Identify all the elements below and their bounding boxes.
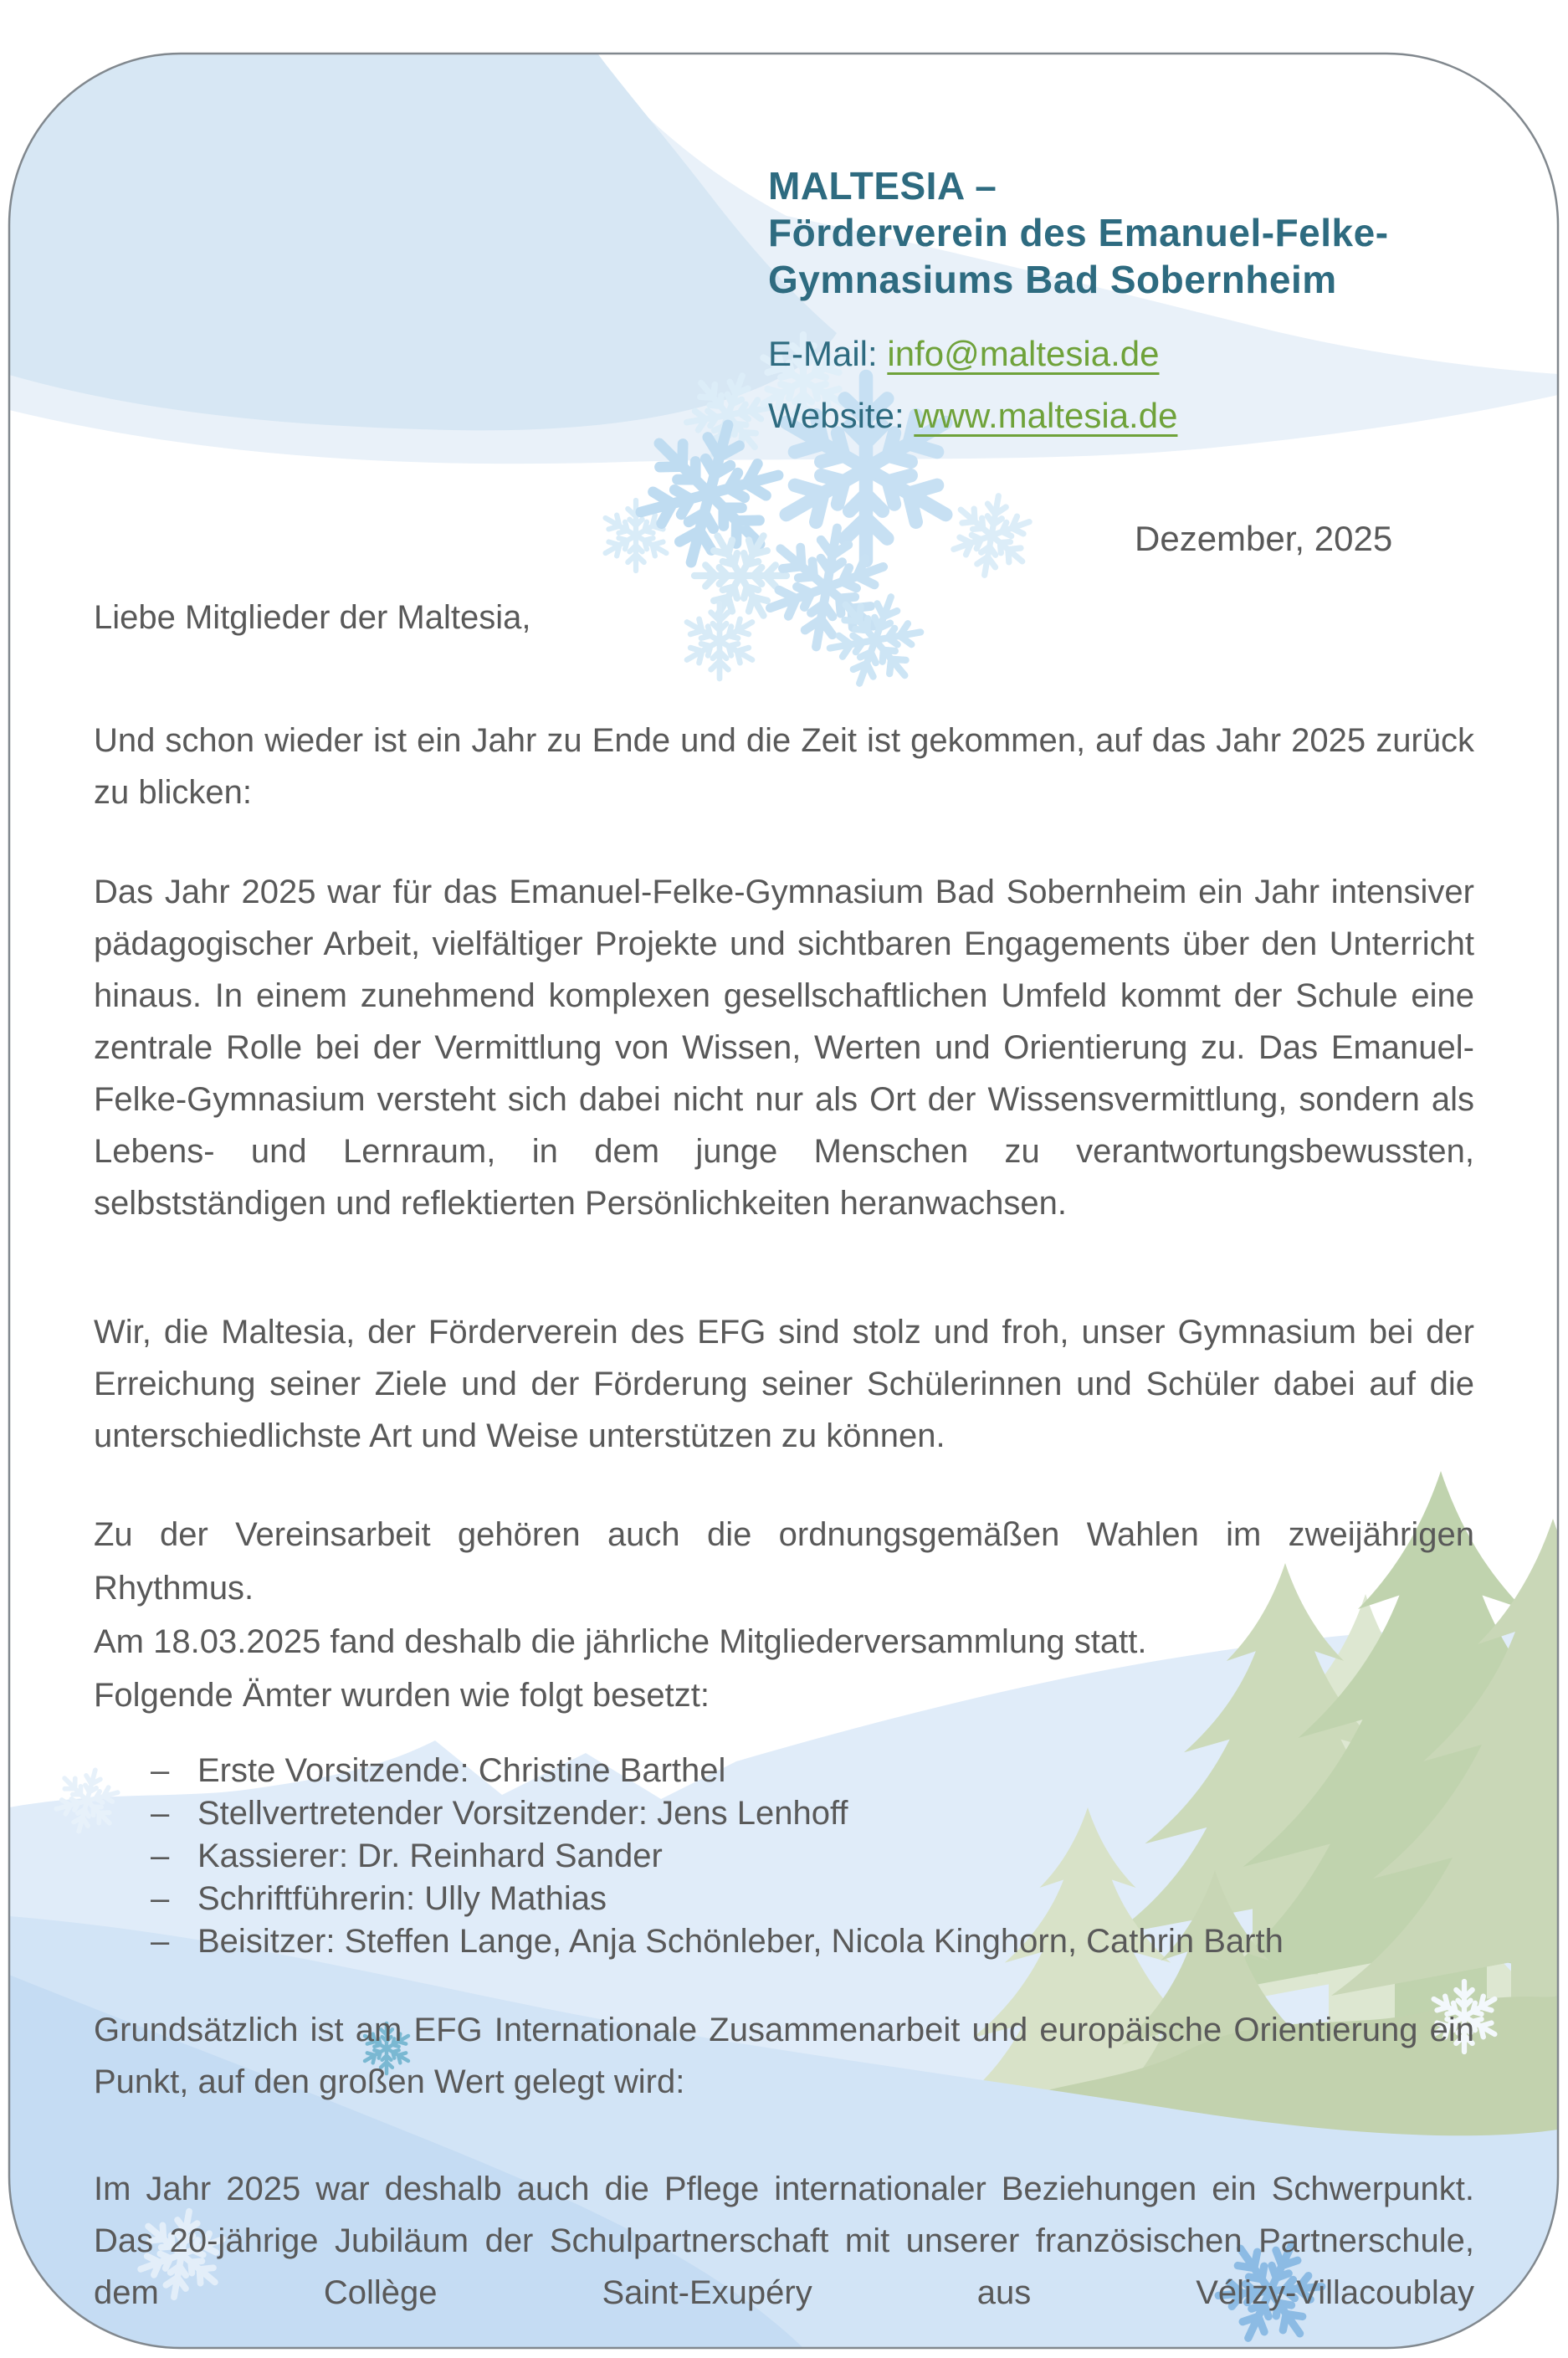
website-line xyxy=(768,385,1177,447)
bullet-dash-icon: – xyxy=(151,1752,170,1789)
list-item xyxy=(151,1750,1474,1792)
positions-list xyxy=(151,1750,1474,1963)
list-item-text: Erste Vorsitzende: Christine Barthel xyxy=(197,1752,726,1789)
letterhead-contact xyxy=(768,323,1177,447)
list-item-text: Kassierer: Dr. Reinhard Sander xyxy=(197,1838,663,1874)
paragraph-year-review: Das Jahr 2025 war für das Emanuel-Felke-Gymnasium Bad Sobernheim ein Jahr intensiver pädagogischer Arbeit, vielfältiger Projekte und sichtbaren Engagements über den Unterricht hinaus. In einem zunehmend komplexen gesellschaftlichen Umfeld kommt der Schule eine zentrale Rolle bei der Vermittlung von Wissen, Werten und Orientierung zu. Das Emanuel-Felke-Gymnasium versteht sich dabei nicht nur als Ort der Wissensvermittlung, sondern als Lebens- und Lernraum, in dem junge Menschen zu verantwortungsbewussten, selbstständigen und reflektierten Persönlichkeiten heranwachsen. xyxy=(94,874,1474,1222)
bullet-dash-icon: – xyxy=(151,1880,170,1917)
list-item-text: Schriftführerin: Ully Mathias xyxy=(197,1880,607,1917)
paragraph-partnership: Im Jahr 2025 war deshalb auch die Pflege internationaler Beziehungen ein Schwerpunkt. Das 20-jährige Jubiläum der Schulpartnerschaft mit unserer französischen Partnerschule, dem Collège Saint-Exupéry aus Vélizy-Villacoublay xyxy=(94,2171,1474,2311)
paragraph-pride: Wir, die Maltesia, der Förderverein des EFG sind stolz und froh, unser Gymnasium bei der Erreichung seiner Ziele und der Förderung seiner Schülerinnen und Schüler dabei auf die unterschiedlichste Art und Weise unterstützen zu können. xyxy=(94,1314,1474,1454)
email-link[interactable]: info@maltesia.de xyxy=(887,334,1160,373)
bullet-dash-icon: – xyxy=(151,1838,170,1874)
paragraph-elections xyxy=(94,1508,1474,1722)
list-item xyxy=(151,1920,1474,1963)
email-label: E-Mail: xyxy=(768,334,878,373)
list-item-text: Beisitzer: Steffen Lange, Anja Schönleber, Nicola Kinghorn, Cathrin Barth xyxy=(197,1923,1284,1960)
org-name-line1: MALTESIA – xyxy=(768,164,997,208)
snowflake-icon xyxy=(683,603,756,679)
website-link[interactable]: www.maltesia.de xyxy=(914,396,1178,435)
org-name-line3: Gymnasiums Bad Sobernheim xyxy=(768,258,1337,301)
list-item-text: Stellvertretender Vorsitzender: Jens Lenhoff xyxy=(197,1795,848,1832)
list-item xyxy=(151,1835,1474,1878)
letter-date: Dezember, 2025 xyxy=(1135,519,1393,558)
elections-line-2: Am 18.03.2025 fand deshalb die jährliche Mitgliederversammlung statt. xyxy=(94,1623,1147,1660)
website-label: Website: xyxy=(768,396,904,435)
letterhead xyxy=(768,162,1389,303)
email-line xyxy=(768,323,1177,385)
salutation: Liebe Mitglieder der Maltesia, xyxy=(94,599,531,636)
bullet-dash-icon: – xyxy=(151,1923,170,1960)
org-name-line2: Förderverein des Emanuel-Felke- xyxy=(768,211,1389,254)
paragraph-intro: Und schon wieder ist ein Jahr zu Ende und die Zeit ist gekommen, auf das Jahr 2025 zurück zu blicken: xyxy=(94,722,1474,811)
snowflake-icon xyxy=(945,490,1037,582)
elections-line-3: Folgende Ämter wurden wie folgt besetzt: xyxy=(94,1677,710,1714)
bullet-dash-icon: – xyxy=(151,1795,170,1832)
list-item xyxy=(151,1878,1474,1920)
list-item xyxy=(151,1792,1474,1835)
paragraph-international: Grundsätzlich ist am EFG Internationale Zusammenarbeit und europäische Orientierung ein Punkt, auf den großen Wert gelegt wird: xyxy=(94,2012,1474,2100)
elections-line-1: Zu der Vereinsarbeit gehören auch die ordnungsgemäßen Wahlen im zweijährigen Rhythmus. xyxy=(94,1516,1474,1607)
